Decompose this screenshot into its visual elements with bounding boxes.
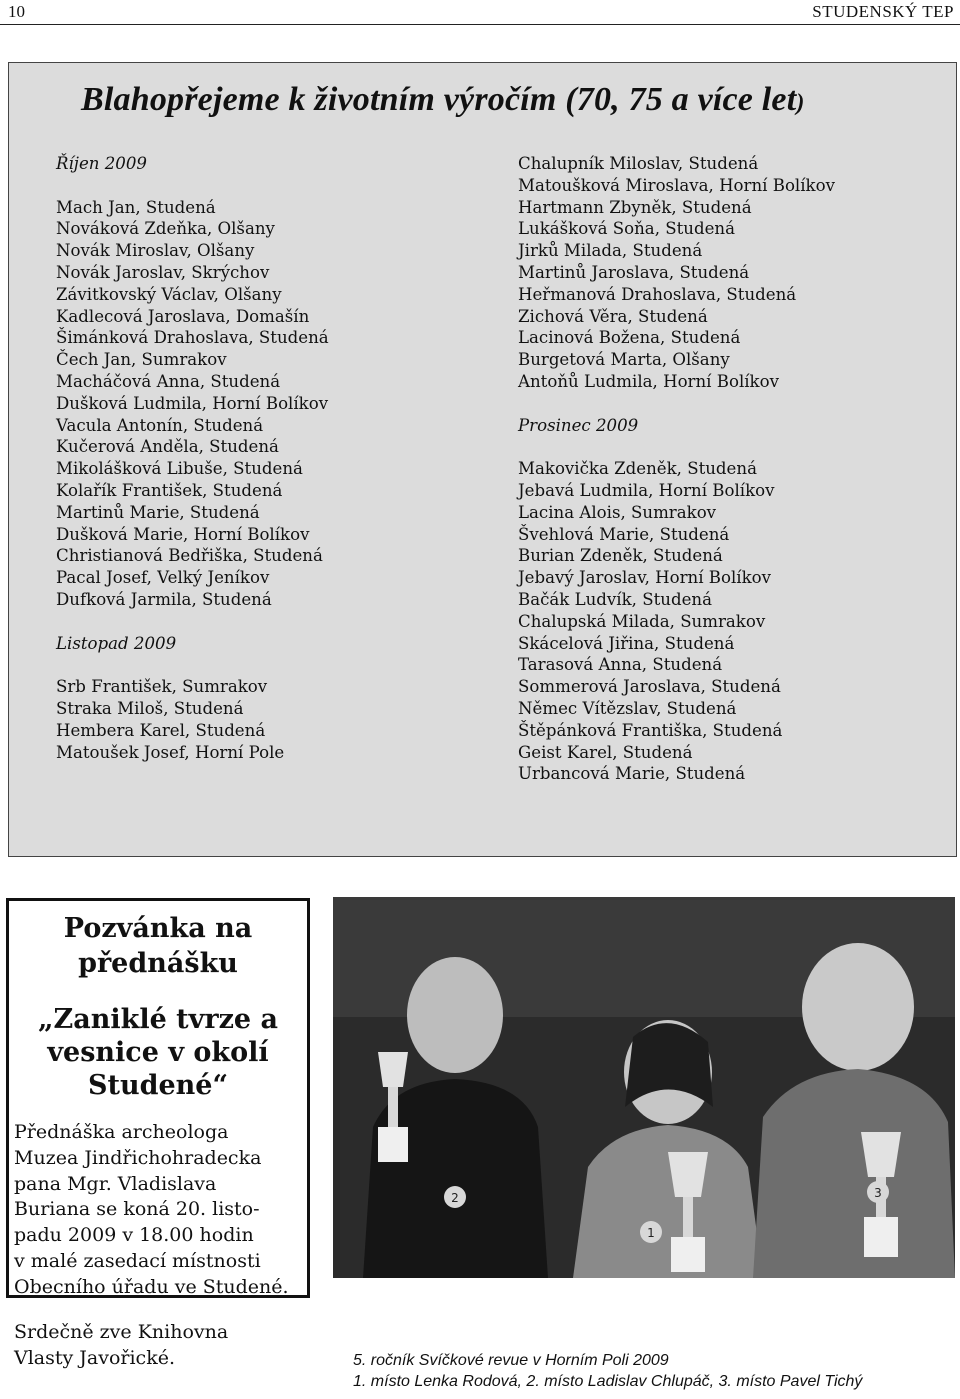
list-item: Dufková Jarmila, Studená [56, 589, 272, 609]
medal-1-number: 1 [647, 1226, 655, 1240]
invitation-heading: Pozvánka na přednášku [63, 913, 253, 979]
list-item: Štěpánková Františka, Studená [518, 720, 783, 740]
list-item: Antoňů Ludmila, Horní Bolíkov [518, 371, 779, 391]
list-item: Matoušková Miroslava, Horní Bolíkov [518, 175, 835, 195]
list-item: Šimánková Drahoslava, Studená [56, 328, 329, 348]
list-item: Dušková Ludmila, Horní Bolíkov [56, 393, 329, 413]
list-item: Mikolášková Libuše, Studená [56, 459, 303, 479]
list-item: Christianová Bedřiška, Studená [56, 546, 323, 566]
list-item: Lacina Alois, Sumrakov [518, 502, 717, 522]
page-header [0, 0, 960, 25]
list-item: Vacula Antonín, Studená [56, 415, 264, 435]
list-item: Nováková Zdeňka, Olšany [56, 219, 275, 239]
list-item: Novák Jaroslav, Skrýchov [56, 262, 270, 282]
list-item: Čech Jan, Sumrakov [56, 350, 227, 370]
list-item: Jebavá Ludmila, Horní Bolíkov [518, 480, 775, 500]
list-item: Srb František, Sumrakov [56, 677, 268, 697]
month-heading-october: Říjen 2009 [56, 154, 147, 173]
list-item: Bačák Ludvík, Studená [518, 589, 712, 609]
list-item: Chalupník Miloslav, Studená [518, 154, 759, 173]
right-column [518, 153, 958, 785]
list-item: Tarasová Anna, Studená [518, 655, 723, 675]
list-item: Závitkovský Václav, Olšany [56, 284, 282, 304]
photo-illustration [333, 897, 955, 1278]
list-item: Burgetová Marta, Olšany [518, 350, 730, 370]
list-item: Lukášková Soňa, Studená [518, 219, 735, 239]
photo-caption: 5. ročník Svíčkové revue v Horním Poli 2009 1. místo Lenka Rodová, 2. místo Ladislav Chlupáč, 3. místo Pavel Tichý [353, 1352, 863, 1390]
list-item: Němec Vítězslav, Studená [518, 698, 737, 718]
list-item: Pacal Josef, Velký Jeníkov [56, 568, 270, 588]
month-heading-november: Listopad 2009 [56, 633, 177, 653]
title-text: Blahopřejeme k životním výročím (70, 75 a více let [81, 81, 797, 118]
list-item: Mach Jan, Studená [56, 197, 216, 217]
congratulations-box [8, 62, 957, 857]
person-right-head [802, 943, 914, 1071]
list-item: Novák Miroslav, Olšany [56, 241, 255, 261]
page-number: 10 [8, 2, 25, 21]
list-item: Kolařík František, Studená [56, 480, 283, 500]
list-item: Burian Zdeněk, Studená [518, 546, 723, 566]
winners-photo [333, 897, 955, 1278]
journal-title: STUDENSKÝ TEP [812, 2, 954, 21]
person-left-head [407, 957, 503, 1073]
list-item: Jebavý Jaroslav, Horní Bolíkov [518, 568, 772, 588]
invitation-signature: Srdečně zve Knihovna Vlasty Javořické. [14, 1321, 229, 1369]
left-column [56, 153, 496, 763]
month-heading-december: Prosinec 2009 [518, 415, 639, 435]
list-item: Macháčová Anna, Studená [56, 371, 281, 391]
list-item: Dušková Marie, Horní Bolíkov [56, 524, 310, 544]
list-item: Matoušek Josef, Horní Pole [56, 742, 285, 762]
list-item: Kučerová Anděla, Studená [56, 437, 279, 457]
list-item: Zichová Věra, Studená [518, 306, 708, 326]
congratulations-title [81, 81, 805, 119]
list-item: Hembera Karel, Studená [56, 720, 266, 740]
list-item: Chalupská Milada, Sumrakov [518, 611, 766, 631]
invitation-text: Přednáška archeologa Muzea Jindřichohradecka pana Mgr. Vladislava Buriana se koná 20. listo- padu 2009 v 18.00 hodin v malé zasedací místnosti Obecního úřadu ve Studené. [14, 1121, 289, 1298]
list-item: Makovička Zdeněk, Studená [518, 459, 757, 479]
list-item: Heřmanová Drahoslava, Studená [518, 284, 797, 304]
list-item: Jirků Milada, Studená [518, 241, 703, 261]
list-item: Geist Karel, Studená [518, 742, 693, 762]
person-right-body [753, 1069, 955, 1278]
list-item: Švehlová Marie, Studená [518, 524, 730, 544]
list-item: Straka Miloš, Studená [56, 698, 244, 718]
list-item: Martinů Jaroslava, Studená [518, 262, 750, 282]
medal-3-number: 3 [874, 1186, 882, 1200]
list-item: Skácelová Jiřina, Studená [518, 633, 735, 653]
list-item: Lacinová Božena, Studená [518, 328, 741, 348]
title-paren: ) [796, 90, 805, 116]
list-item: Sommerová Jaroslava, Studená [518, 677, 781, 697]
list-item: Urbancová Marie, Studená [518, 764, 746, 784]
list-item: Martinů Marie, Studená [56, 502, 260, 522]
list-item: Kadlecová Jaroslava, Domašín [56, 306, 310, 326]
medal-2-number: 2 [451, 1191, 459, 1205]
lecture-topic: „Zaniklé tvrze a vesnice v okolí Studené“ [38, 1004, 278, 1101]
list-item: Hartmann Zbyněk, Studená [518, 197, 752, 217]
